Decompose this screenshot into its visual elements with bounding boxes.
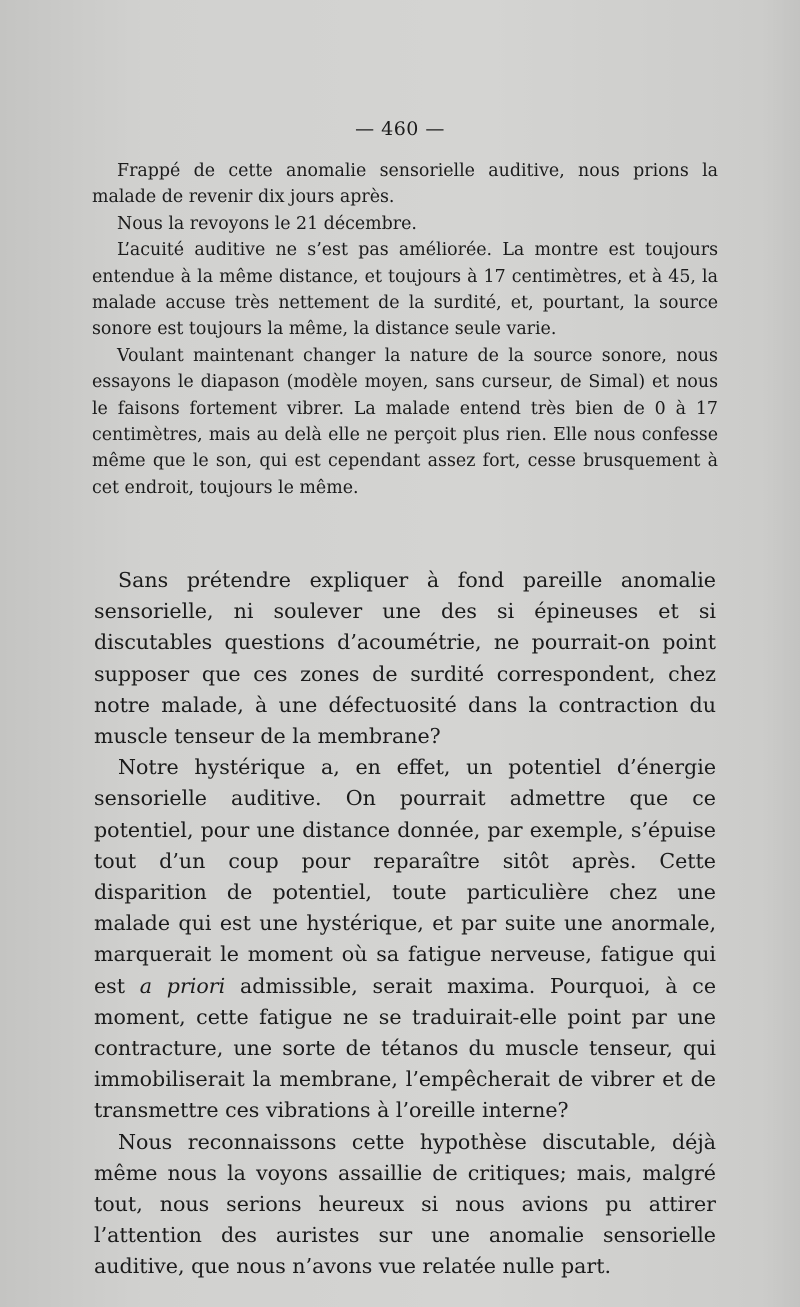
paragraph-4: Voulant maintenant changer la nature de la source sonore, nous essayons le diapason (modèle moyen, sans curseur, de Simal) et nous le faisons fortement vibrer. La malade entend très bien de 0 à 17 centimètres, mais au delà elle ne perçoit plus rien. Elle nous confesse même que le son, qui est cependant assez fort, cesse brusquement à cet endroit, toujours le même. xyxy=(92,345,718,498)
paragraph-6-text-start: Notre hystérique a, en effet, un potentiel d’énergie sensorielle auditive. On pourrait admettre que ce potentiel, pour une distance donnée, par exemple, s’épuise tout d’un coup pour reparaître sitôt après. Cette disparition de potentiel, toute particulière chez une malade qui est une hystérique, et par suite une anormale, marquerait le moment où sa fatigue nerveuse, fatigue qui est xyxy=(94,755,716,998)
paragraph-6-text-end: admissible, serait maxima. Pourquoi, à ce moment, cette fatigue ne se traduirait-elle point par une contracture, une sorte de tétanos du muscle tenseur, qui immobiliserait la membrane, l’empêcherait de vibrer et de transmettre ces vibrations à l’oreille interne? xyxy=(94,973,717,1123)
discussion-section xyxy=(94,565,716,1283)
paragraph-1: Frappé de cette anomalie sensorielle auditive, nous prions la malade de revenir dix jours après. xyxy=(92,161,718,208)
paragraph-6 xyxy=(94,752,716,1126)
paragraph-5: Sans prétendre expliquer à fond pareille anomalie sensorielle, ni soulever une des si épineuses et si discutables questions d’acoumétrie, ne pourrait-on point supposer que ces zones de surdité correspondent, chez notre malade, à une défectuosité dans la contraction du muscle tenseur de la membrane? xyxy=(94,568,716,749)
latin-phrase: a priori xyxy=(139,973,226,998)
page-number: — 460 — xyxy=(355,118,445,140)
paragraph-7: Nous reconnaissons cette hypothèse discutable, déjà même nous la voyons assaillie de critiques; mais, malgré tout, nous serions heureux si nous avions pu attirer l’attention des auristes sur une anomalie sensorielle auditive, que nous n’avons vue relatée nulle part. xyxy=(94,1129,716,1279)
case-observation-section xyxy=(92,158,718,501)
paragraph-3: L’acuité auditive ne s’est pas améliorée. La montre est toujours entendue à la même distance, et toujours à 17 centimètres, et à 45, la malade accuse très nettement de la surdité, et, pourtant, la source sonore est toujours la même, la distance seule varie. xyxy=(92,240,718,340)
scan-edge-shading xyxy=(760,0,800,1307)
paragraph-2: Nous la revoyons le 21 décembre. xyxy=(117,213,417,234)
